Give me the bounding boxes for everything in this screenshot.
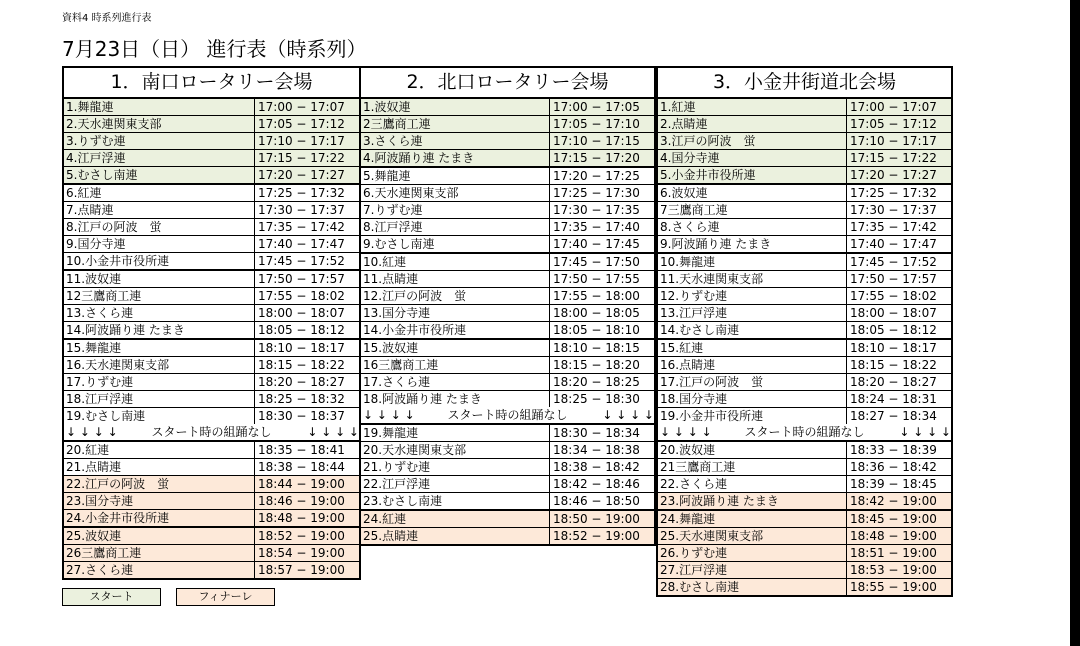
team-name: 7.点睛連 bbox=[64, 202, 255, 218]
schedule-row bbox=[361, 132, 654, 149]
time-block bbox=[658, 185, 951, 254]
schedule-row bbox=[361, 527, 654, 544]
team-name: 10.舞龍連 bbox=[658, 254, 847, 270]
time-block bbox=[64, 185, 359, 271]
time-block bbox=[658, 340, 951, 442]
time-slot: 17:00 − 17:05 bbox=[553, 100, 640, 114]
team-name: 21三鷹商工連 bbox=[658, 459, 847, 475]
team-name: 5.小金井市役所連 bbox=[658, 167, 847, 183]
schedule-row bbox=[361, 511, 654, 527]
team-name: 15.紅連 bbox=[658, 340, 847, 356]
schedule-row bbox=[64, 561, 359, 578]
team-name: 7三鷹商工連 bbox=[658, 202, 847, 218]
team-name: 4.国分寺連 bbox=[658, 150, 847, 166]
start-no-performance-row bbox=[64, 424, 359, 440]
time-slot: 18:15 − 18:22 bbox=[258, 358, 345, 372]
venue-table-1 bbox=[62, 66, 361, 580]
time-slot: 17:00 − 17:07 bbox=[850, 100, 937, 114]
team-name: 15.波奴連 bbox=[361, 340, 550, 356]
team-name: 11.波奴連 bbox=[64, 271, 255, 287]
team-name: 10.小金井市役所連 bbox=[64, 253, 255, 269]
down-arrows-left: ↓ ↓ ↓ ↓ bbox=[66, 425, 118, 439]
down-arrows-right: ↓ ↓ ↓ ↓ bbox=[602, 408, 654, 422]
down-arrows-left: ↓ ↓ ↓ ↓ bbox=[363, 408, 415, 422]
team-name: 6.紅連 bbox=[64, 185, 255, 201]
schedule-row bbox=[361, 287, 654, 304]
time-slot: 18:45 − 19:00 bbox=[850, 512, 937, 526]
time-slot: 18:15 − 18:22 bbox=[850, 358, 937, 372]
time-slot: 17:10 − 17:17 bbox=[258, 134, 345, 148]
schedule-row bbox=[658, 201, 951, 218]
schedule-row bbox=[64, 373, 359, 390]
schedule-row bbox=[361, 425, 654, 441]
time-slot: 18:20 − 18:27 bbox=[850, 375, 937, 389]
team-name: 23.阿波踊り連 たまき bbox=[658, 493, 847, 509]
schedule-row bbox=[658, 235, 951, 252]
time-slot: 17:25 − 17:30 bbox=[553, 186, 640, 200]
time-slot: 18:38 − 18:42 bbox=[553, 460, 640, 474]
schedule-row bbox=[658, 270, 951, 287]
team-name: 6.天水連関東支部 bbox=[361, 185, 550, 201]
schedule-row bbox=[64, 287, 359, 304]
schedule-row bbox=[658, 99, 951, 115]
team-name: 12.江戸の阿波 蛍 bbox=[361, 288, 550, 304]
team-name: 3.江戸の阿波 蛍 bbox=[658, 133, 847, 149]
team-name: 8.江戸の阿波 蛍 bbox=[64, 219, 255, 235]
team-name: 13.江戸浮連 bbox=[658, 305, 847, 321]
schedule-row bbox=[658, 511, 951, 527]
team-name: 22.江戸浮連 bbox=[361, 476, 550, 492]
time-slot: 18:25 − 18:32 bbox=[258, 392, 345, 406]
time-slot: 17:45 − 17:52 bbox=[850, 255, 937, 269]
time-slot: 18:52 − 19:00 bbox=[553, 529, 640, 543]
schedule-row bbox=[361, 340, 654, 356]
team-name: 14.小金井市役所連 bbox=[361, 322, 550, 338]
schedule-row bbox=[361, 201, 654, 218]
time-slot: 18:00 − 18:07 bbox=[850, 306, 937, 320]
team-name: 10.紅連 bbox=[361, 254, 550, 270]
team-name: 15.舞龍連 bbox=[64, 340, 255, 356]
schedule-row bbox=[658, 407, 951, 424]
schedule-row bbox=[64, 407, 359, 424]
time-block bbox=[64, 340, 359, 442]
time-slot: 18:05 − 18:12 bbox=[258, 323, 345, 337]
time-slot: 18:36 − 18:42 bbox=[850, 460, 937, 474]
schedule-row bbox=[658, 340, 951, 356]
time-slot: 17:30 − 17:35 bbox=[553, 203, 640, 217]
schedule-row bbox=[361, 218, 654, 235]
schedule-row bbox=[361, 458, 654, 475]
time-slot: 18:50 − 19:00 bbox=[553, 512, 640, 526]
team-name: 28.むさし南連 bbox=[658, 579, 847, 595]
time-slot: 18:53 − 19:00 bbox=[850, 563, 937, 577]
schedule-row bbox=[658, 356, 951, 373]
down-arrows-right: ↓ ↓ ↓ ↓ bbox=[307, 425, 359, 439]
schedule-row bbox=[361, 321, 654, 338]
team-name: 17.江戸の阿波 蛍 bbox=[658, 374, 847, 390]
schedule-row bbox=[361, 356, 654, 373]
time-slot: 17:05 − 17:12 bbox=[258, 117, 345, 131]
time-slot: 17:45 − 17:52 bbox=[258, 254, 345, 268]
time-slot: 17:25 − 17:32 bbox=[258, 186, 345, 200]
schedule-row bbox=[64, 252, 359, 269]
venue-header: 3．小金井街道北会場 bbox=[658, 68, 951, 99]
time-slot: 18:57 − 19:00 bbox=[258, 563, 345, 577]
team-name: 25.天水連関東支部 bbox=[658, 528, 847, 544]
schedule-row bbox=[64, 99, 359, 115]
team-name: 9.国分寺連 bbox=[64, 236, 255, 252]
time-slot: 17:05 − 17:12 bbox=[850, 117, 937, 131]
team-name: 3.りずむ連 bbox=[64, 133, 255, 149]
time-slot: 18:46 − 19:00 bbox=[258, 494, 345, 508]
time-slot: 18:51 − 19:00 bbox=[850, 546, 937, 560]
time-block bbox=[361, 511, 654, 544]
schedule-row bbox=[658, 578, 951, 595]
team-name: 11.点睛連 bbox=[361, 271, 550, 287]
schedule-row bbox=[64, 132, 359, 149]
time-slot: 18:00 − 18:05 bbox=[553, 306, 640, 320]
venue-header: 2．北口ロータリー会場 bbox=[361, 68, 654, 99]
time-slot: 17:40 − 17:47 bbox=[258, 237, 345, 251]
team-name: 26三鷹商工連 bbox=[64, 545, 255, 561]
time-slot: 18:25 − 18:30 bbox=[553, 392, 640, 406]
team-name: 6.波奴連 bbox=[658, 185, 847, 201]
schedule-row bbox=[658, 254, 951, 270]
time-block bbox=[658, 254, 951, 340]
time-slot: 18:48 − 19:00 bbox=[258, 511, 345, 525]
time-slot: 18:10 − 18:17 bbox=[850, 341, 937, 355]
schedule-row bbox=[658, 149, 951, 166]
team-name: 20.波奴連 bbox=[658, 442, 847, 458]
time-slot: 17:50 − 17:57 bbox=[258, 272, 345, 286]
team-name: 4.阿波踊り連 たまき bbox=[361, 150, 550, 166]
time-slot: 17:40 − 17:47 bbox=[850, 237, 937, 251]
time-slot: 18:34 − 18:38 bbox=[553, 443, 640, 457]
team-name: 11.天水連関東支部 bbox=[658, 271, 847, 287]
team-name: 23.国分寺連 bbox=[64, 493, 255, 509]
schedule-row bbox=[64, 492, 359, 509]
team-name: 22.さくら連 bbox=[658, 476, 847, 492]
team-name: 8.さくら連 bbox=[658, 219, 847, 235]
time-block bbox=[361, 425, 654, 511]
team-name: 19.小金井市役所連 bbox=[658, 408, 847, 424]
time-slot: 18:54 − 19:00 bbox=[258, 546, 345, 560]
schedule-row bbox=[64, 166, 359, 183]
team-name: 16三鷹商工連 bbox=[361, 357, 550, 373]
start-no-performance-row bbox=[361, 407, 654, 423]
time-slot: 18:42 − 18:46 bbox=[553, 477, 640, 491]
time-slot: 18:42 − 19:00 bbox=[850, 494, 937, 508]
right-edge-bar bbox=[1070, 0, 1080, 646]
team-name: 2.天水連関東支部 bbox=[64, 116, 255, 132]
schedule-row bbox=[64, 201, 359, 218]
time-slot: 18:33 − 18:39 bbox=[850, 443, 937, 457]
time-slot: 18:52 − 19:00 bbox=[258, 529, 345, 543]
team-name: 19.むさし南連 bbox=[64, 408, 255, 424]
schedule-row bbox=[64, 304, 359, 321]
team-name: 1.波奴連 bbox=[361, 99, 550, 115]
team-name: 7.りずむ連 bbox=[361, 202, 550, 218]
team-name: 21.点睛連 bbox=[64, 459, 255, 475]
venue-header: 1．南口ロータリー会場 bbox=[64, 68, 359, 99]
time-slot: 17:35 − 17:42 bbox=[258, 220, 345, 234]
time-slot: 17:15 − 17:20 bbox=[553, 151, 640, 165]
schedule-row bbox=[658, 442, 951, 458]
schedule-row bbox=[361, 254, 654, 270]
start-no-performance-label: スタート時の組踊なし bbox=[744, 425, 865, 439]
schedule-row bbox=[658, 218, 951, 235]
time-slot: 17:45 − 17:50 bbox=[553, 255, 640, 269]
team-name: 13.さくら連 bbox=[64, 305, 255, 321]
time-slot: 17:40 − 17:45 bbox=[553, 237, 640, 251]
team-name: 8.江戸浮連 bbox=[361, 219, 550, 235]
time-block bbox=[361, 99, 654, 168]
time-block bbox=[361, 168, 654, 254]
time-slot: 18:05 − 18:10 bbox=[553, 323, 640, 337]
time-slot: 17:35 − 17:42 bbox=[850, 220, 937, 234]
team-name: 24.舞龍連 bbox=[658, 511, 847, 527]
team-name: 26.りずむ連 bbox=[658, 545, 847, 561]
schedule-row bbox=[361, 115, 654, 132]
venue-table-2 bbox=[359, 66, 656, 546]
time-block bbox=[64, 528, 359, 578]
schedule-row bbox=[64, 218, 359, 235]
team-name: 23.むさし南連 bbox=[361, 493, 550, 509]
team-name: 19.舞龍連 bbox=[361, 425, 550, 441]
time-slot: 18:48 − 19:00 bbox=[850, 529, 937, 543]
time-slot: 18:27 − 18:34 bbox=[850, 409, 937, 423]
schedule-row bbox=[658, 115, 951, 132]
team-name: 20.紅連 bbox=[64, 442, 255, 458]
time-slot: 17:35 − 17:40 bbox=[553, 220, 640, 234]
schedule-row bbox=[361, 373, 654, 390]
team-name: 22.江戸の阿波 蛍 bbox=[64, 476, 255, 492]
schedule-row bbox=[658, 321, 951, 338]
team-name: 12三鷹商工連 bbox=[64, 288, 255, 304]
time-slot: 18:46 − 18:50 bbox=[553, 494, 640, 508]
time-block bbox=[361, 254, 654, 340]
time-slot: 17:10 − 17:17 bbox=[850, 134, 937, 148]
schedule-row bbox=[658, 287, 951, 304]
time-slot: 18:00 − 18:07 bbox=[258, 306, 345, 320]
schedule-row bbox=[658, 527, 951, 544]
team-name: 20.天水連関東支部 bbox=[361, 442, 550, 458]
time-block bbox=[658, 99, 951, 185]
schedule-row bbox=[361, 492, 654, 509]
down-arrows-right: ↓ ↓ ↓ ↓ bbox=[899, 425, 951, 439]
schedule-row bbox=[64, 509, 359, 526]
time-slot: 18:38 − 18:44 bbox=[258, 460, 345, 474]
schedule-row bbox=[361, 235, 654, 252]
schedule-row bbox=[658, 373, 951, 390]
schedule-row bbox=[658, 561, 951, 578]
time-block bbox=[361, 340, 654, 425]
time-slot: 18:55 − 19:00 bbox=[850, 580, 937, 594]
team-name: 4.江戸浮連 bbox=[64, 150, 255, 166]
legend-start-swatch: スタート bbox=[62, 588, 161, 606]
time-slot: 17:20 − 17:27 bbox=[258, 168, 345, 182]
schedule-row bbox=[658, 390, 951, 407]
team-name: 27.さくら連 bbox=[64, 562, 255, 578]
time-slot: 18:24 − 18:31 bbox=[850, 392, 937, 406]
page-title: 7月23日（日） 進行表（時系列） bbox=[62, 37, 367, 61]
time-block bbox=[64, 99, 359, 185]
schedule-row bbox=[361, 184, 654, 201]
team-name: 3.さくら連 bbox=[361, 133, 550, 149]
time-block bbox=[658, 511, 951, 595]
time-slot: 18:30 − 18:37 bbox=[258, 409, 345, 423]
time-slot: 17:15 − 17:22 bbox=[258, 151, 345, 165]
venue-table-3 bbox=[656, 66, 953, 597]
schedule-row bbox=[361, 149, 654, 166]
schedule-row bbox=[658, 166, 951, 183]
time-slot: 17:10 − 17:15 bbox=[553, 134, 640, 148]
team-name: 14.むさし南連 bbox=[658, 322, 847, 338]
time-slot: 18:44 − 19:00 bbox=[258, 477, 345, 491]
team-name: 16.点睛連 bbox=[658, 357, 847, 373]
schedule-row bbox=[658, 132, 951, 149]
schedule-row bbox=[64, 390, 359, 407]
team-name: 18.国分寺連 bbox=[658, 391, 847, 407]
team-name: 9.むさし南連 bbox=[361, 236, 550, 252]
schedule-row bbox=[64, 442, 359, 458]
team-name: 1.舞龍連 bbox=[64, 99, 255, 115]
schedule-row bbox=[361, 475, 654, 492]
team-name: 5.舞龍連 bbox=[361, 168, 550, 184]
schedule-row bbox=[361, 168, 654, 184]
team-name: 17.りずむ連 bbox=[64, 374, 255, 390]
team-name: 18.江戸浮連 bbox=[64, 391, 255, 407]
time-slot: 18:10 − 18:17 bbox=[258, 341, 345, 355]
team-name: 2三鷹商工連 bbox=[361, 116, 550, 132]
team-name: 18.阿波踊り連 たまき bbox=[361, 391, 550, 407]
time-block bbox=[64, 442, 359, 528]
time-slot: 18:20 − 18:27 bbox=[258, 375, 345, 389]
time-slot: 18:15 − 18:20 bbox=[553, 358, 640, 372]
schedule-row bbox=[64, 475, 359, 492]
time-slot: 18:35 − 18:41 bbox=[258, 443, 345, 457]
time-slot: 17:20 − 17:27 bbox=[850, 168, 937, 182]
schedule-row bbox=[64, 271, 359, 287]
time-slot: 17:00 − 17:07 bbox=[258, 100, 345, 114]
schedule-row bbox=[64, 235, 359, 252]
legend-finale-swatch: フィナーレ bbox=[176, 588, 275, 606]
start-no-performance-row bbox=[658, 424, 951, 440]
time-slot: 17:15 − 17:22 bbox=[850, 151, 937, 165]
schedule-row bbox=[361, 390, 654, 407]
schedule-row bbox=[64, 321, 359, 338]
time-slot: 17:55 − 18:02 bbox=[258, 289, 345, 303]
document-label: 資料4 時系列進行表 bbox=[62, 13, 152, 24]
schedule-row bbox=[658, 185, 951, 201]
team-name: 24.紅連 bbox=[361, 511, 550, 527]
schedule-row bbox=[658, 458, 951, 475]
team-name: 13.国分寺連 bbox=[361, 305, 550, 321]
team-name: 2.点睛連 bbox=[658, 116, 847, 132]
schedule-row bbox=[64, 115, 359, 132]
schedule-row bbox=[658, 544, 951, 561]
schedule-row bbox=[361, 304, 654, 321]
schedule-row bbox=[658, 492, 951, 509]
team-name: 27.江戸浮連 bbox=[658, 562, 847, 578]
schedule-row bbox=[64, 149, 359, 166]
schedule-row bbox=[64, 544, 359, 561]
team-name: 1.紅連 bbox=[658, 99, 847, 115]
start-no-performance-label: スタート時の組踊なし bbox=[151, 425, 272, 439]
time-slot: 18:39 − 18:45 bbox=[850, 477, 937, 491]
time-slot: 18:05 − 18:12 bbox=[850, 323, 937, 337]
schedule-row bbox=[361, 441, 654, 458]
schedule-row bbox=[361, 99, 654, 115]
schedule-row bbox=[64, 458, 359, 475]
time-block bbox=[64, 271, 359, 340]
time-slot: 18:20 − 18:25 bbox=[553, 375, 640, 389]
team-name: 9.阿波踊り連 たまき bbox=[658, 236, 847, 252]
team-name: 25.波奴連 bbox=[64, 528, 255, 544]
time-slot: 17:55 − 18:02 bbox=[850, 289, 937, 303]
time-block bbox=[658, 442, 951, 511]
time-slot: 17:55 − 18:00 bbox=[553, 289, 640, 303]
team-name: 17.さくら連 bbox=[361, 374, 550, 390]
time-slot: 17:50 − 17:57 bbox=[850, 272, 937, 286]
schedule-row bbox=[64, 528, 359, 544]
schedule-row bbox=[658, 304, 951, 321]
team-name: 25.点睛連 bbox=[361, 528, 550, 544]
team-name: 5.むさし南連 bbox=[64, 167, 255, 183]
team-name: 12.りずむ連 bbox=[658, 288, 847, 304]
time-slot: 17:30 − 17:37 bbox=[850, 203, 937, 217]
schedule-row bbox=[64, 356, 359, 373]
schedule-row bbox=[64, 340, 359, 356]
time-slot: 17:05 − 17:10 bbox=[553, 117, 640, 131]
schedule-row bbox=[658, 475, 951, 492]
time-slot: 18:30 − 18:34 bbox=[553, 426, 640, 440]
start-no-performance-label: スタート時の組踊なし bbox=[447, 408, 568, 422]
team-name: 21.りずむ連 bbox=[361, 459, 550, 475]
team-name: 24.小金井市役所連 bbox=[64, 510, 255, 526]
time-slot: 17:20 − 17:25 bbox=[553, 169, 640, 183]
time-slot: 17:30 − 17:37 bbox=[258, 203, 345, 217]
time-slot: 17:25 − 17:32 bbox=[850, 186, 937, 200]
schedule-row bbox=[64, 185, 359, 201]
team-name: 16.天水連関東支部 bbox=[64, 357, 255, 373]
team-name: 14.阿波踊り連 たまき bbox=[64, 322, 255, 338]
time-slot: 17:50 − 17:55 bbox=[553, 272, 640, 286]
time-slot: 18:10 − 18:15 bbox=[553, 341, 640, 355]
down-arrows-left: ↓ ↓ ↓ ↓ bbox=[660, 425, 712, 439]
schedule-row bbox=[361, 270, 654, 287]
